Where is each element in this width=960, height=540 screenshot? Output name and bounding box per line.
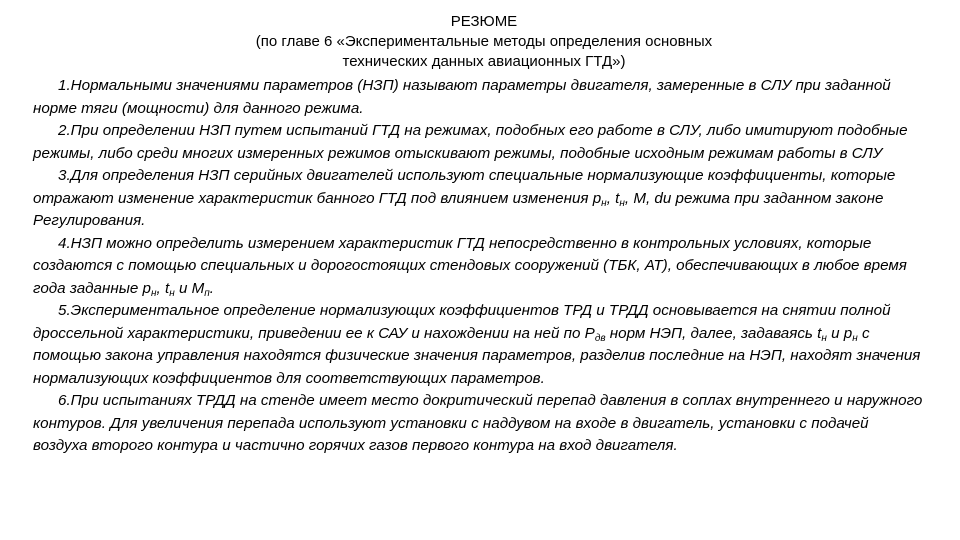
paragraph-4-text-a: 4.НЗП можно определить измерением характеристик ГТД непосредственно в контрольных условиях, которые создаются с помощью специальных и дорогостоящих стендовых сооружений (ТБК, АТ), обеспечивающих в любое время года заданные p bbox=[33, 234, 907, 297]
paragraph-4 bbox=[33, 233, 925, 301]
paragraph-5 bbox=[33, 300, 925, 390]
subscript-n: н bbox=[151, 287, 157, 299]
subscript-p: п bbox=[204, 287, 210, 299]
page-subtitle-line-2: технических данных авиационных ГТД») bbox=[342, 53, 626, 70]
title-block bbox=[43, 12, 925, 72]
paragraph-3-text-a: 3.Для определения НЗП серийных двигателей используют специальные нормализующие коэффициенты, которые отражают изменение характеристик банного ГТД под влиянием изменения p bbox=[33, 167, 896, 207]
paragraph-6: 6.При испытаниях ТРДД на стенде имеет место докритический перепад давления в соплах внутреннего и наружного контуров. Для увеличения перепада используют установки с наддувом на входе в двигатель, установки с подачей воздуха второго контура и частично горячих газов первого контура на вход двигателя. bbox=[33, 392, 923, 454]
paragraph-5-text-c: и p bbox=[826, 324, 853, 342]
page-title: РЕЗЮМЕ bbox=[450, 13, 518, 30]
paragraph-1: 1.Нормальными значениями параметров (НЗП) называют параметры двигателя, замеренные в СЛУ при заданной норме тяги (мощности) для данного режима. bbox=[33, 77, 891, 117]
paragraph-2: 2.При определении НЗП путем испытаний ГТД на режимах, подобных его работе в СЛУ, либо имитируют подобные режимы, либо среди многих измеренных режимов отыскивают режимы, подобные исходным режимам работы в СЛУ bbox=[33, 122, 908, 162]
subscript-n: н bbox=[169, 287, 175, 299]
paragraph-3-text-c: , M, du режима при заданном законе Регулирования. bbox=[33, 189, 884, 229]
paragraph-4-text-b: , t bbox=[156, 279, 170, 297]
paragraph-3 bbox=[33, 165, 925, 233]
subscript-dv: дв bbox=[594, 332, 606, 344]
page-subtitle-line-1: (по главе 6 «Экспериментальные методы определения основных bbox=[255, 33, 713, 50]
subscript-n: н bbox=[619, 197, 625, 209]
paragraph-5-text-d: с помощью закона управления находятся физические значения параметров, разделив последние на НЭП, находят значения нормализующих коэффициентов для соответствующих параметров. bbox=[33, 324, 921, 387]
subscript-n: н bbox=[601, 197, 607, 209]
paragraph-4-text-d: . bbox=[209, 279, 215, 297]
paragraph-3-text-b: , t bbox=[606, 189, 620, 207]
slide bbox=[33, 12, 925, 458]
subscript-n: н bbox=[821, 332, 827, 344]
paragraph-5-text-a: 5.Экспериментальное определение нормализующих коэффициентов ТРД и ТРДД основывается на снятии полной дроссельной характеристики, приведении ее к САУ и нахождении на ней по P bbox=[33, 302, 891, 342]
subscript-n: н bbox=[852, 332, 858, 344]
paragraph-4-text-c: и M bbox=[174, 279, 205, 297]
paragraph-5-text-b: норм НЭП, далее, задаваясь t bbox=[605, 324, 822, 342]
